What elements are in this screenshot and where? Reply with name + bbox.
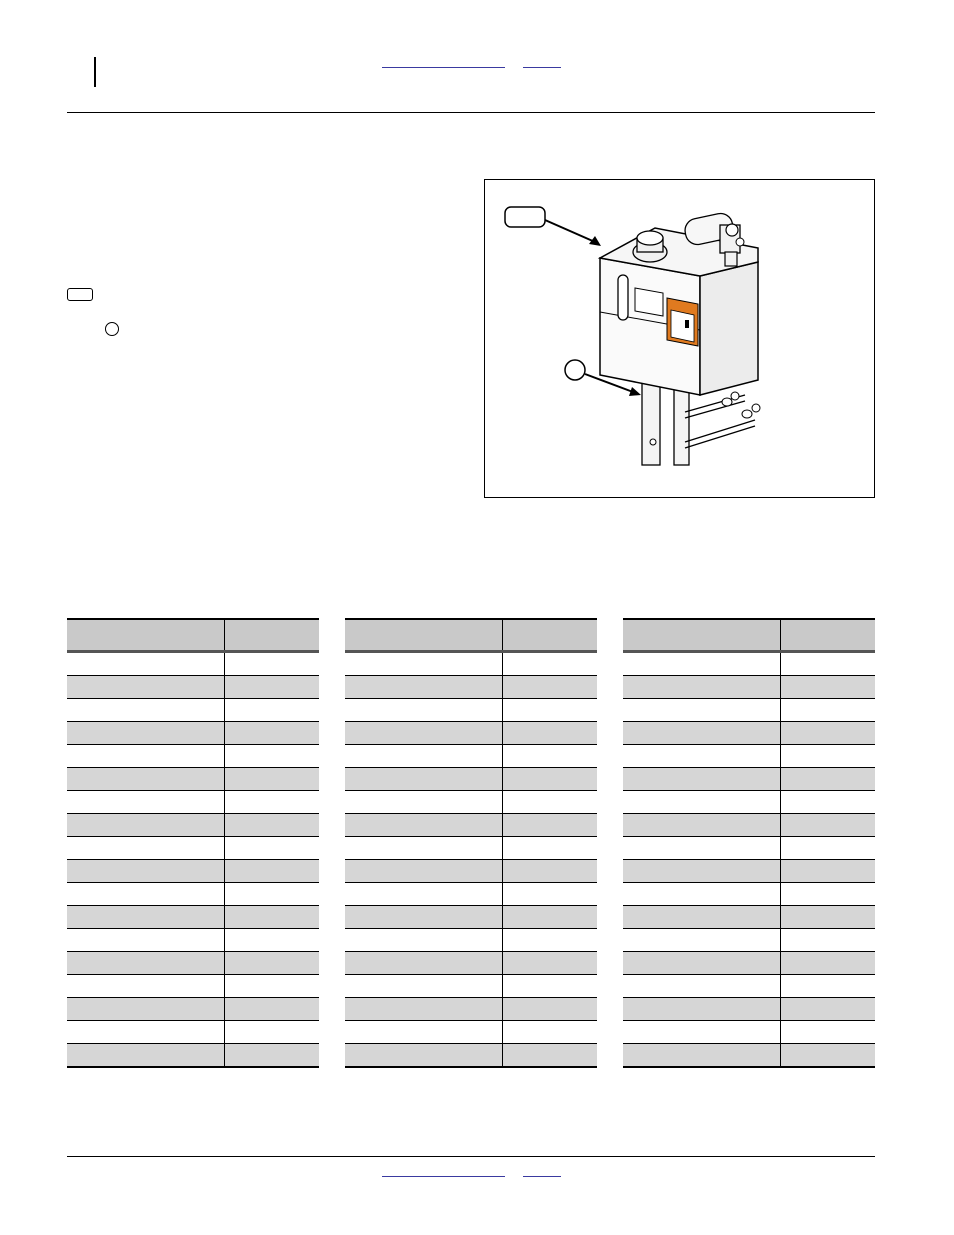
- table-row: [345, 652, 597, 676]
- parts-table-3: [623, 618, 875, 1068]
- table-row: [67, 952, 319, 975]
- table-row: [345, 837, 597, 860]
- table-row: [623, 791, 875, 814]
- header-link-section[interactable]: [382, 67, 505, 68]
- table-row: [67, 768, 319, 791]
- table-header: [623, 619, 780, 652]
- table-row: [345, 745, 597, 768]
- parts-table-2: [345, 618, 597, 1068]
- table-row: [67, 837, 319, 860]
- table-row: [345, 791, 597, 814]
- footer-link-page[interactable]: [523, 1176, 561, 1177]
- table-row: [623, 952, 875, 975]
- parts-table-1: [67, 618, 319, 1068]
- footer-link-section[interactable]: [382, 1176, 505, 1177]
- table-row: [67, 998, 319, 1021]
- table-row: [67, 906, 319, 929]
- table-row: [67, 860, 319, 883]
- table-row: [623, 929, 875, 952]
- table-row: [345, 699, 597, 722]
- table-row: [67, 975, 319, 998]
- table-row: [623, 837, 875, 860]
- table-row: [623, 998, 875, 1021]
- callout-ref-circle: [105, 322, 119, 336]
- table-row: [623, 975, 875, 998]
- table-row: [623, 860, 875, 883]
- table-row: [67, 676, 319, 699]
- table-row: [345, 998, 597, 1021]
- table-row: [67, 1021, 319, 1044]
- table-row: [345, 929, 597, 952]
- table-row: [623, 652, 875, 676]
- table-row: [623, 814, 875, 837]
- header-rule: [67, 112, 875, 113]
- table-row: [67, 722, 319, 745]
- callout-label-box: [505, 207, 545, 227]
- table-row: [623, 906, 875, 929]
- table-row: [623, 676, 875, 699]
- table-header: [224, 619, 319, 652]
- assembly-figure: [484, 179, 875, 498]
- table-row: [67, 883, 319, 906]
- table-row: [67, 1044, 319, 1068]
- table-row: [623, 722, 875, 745]
- table-row: [67, 652, 319, 676]
- table-row: [623, 699, 875, 722]
- table-row: [67, 791, 319, 814]
- table-row: [623, 883, 875, 906]
- table-row: [345, 768, 597, 791]
- table-row: [67, 745, 319, 768]
- footer-rule: [67, 1156, 875, 1157]
- table-row: [623, 1021, 875, 1044]
- table-header: [502, 619, 597, 652]
- table-row: [345, 814, 597, 837]
- table-header: [780, 619, 875, 652]
- header-margin-bar: [94, 57, 96, 87]
- table-row: [345, 975, 597, 998]
- table-row: [345, 1044, 597, 1068]
- table-row: [345, 860, 597, 883]
- table-row: [345, 906, 597, 929]
- table-row: [67, 929, 319, 952]
- table-header: [345, 619, 502, 652]
- table-row: [345, 952, 597, 975]
- table-row: [623, 1044, 875, 1068]
- table-row: [345, 883, 597, 906]
- table-row: [345, 722, 597, 745]
- table-row: [67, 699, 319, 722]
- table-row: [345, 676, 597, 699]
- table-row: [623, 745, 875, 768]
- table-row: [345, 1021, 597, 1044]
- callout-label-circle: [565, 360, 585, 380]
- table-header: [67, 619, 224, 652]
- header-link-page[interactable]: [523, 67, 561, 68]
- callout-ref-box: [67, 288, 93, 301]
- table-row: [623, 768, 875, 791]
- table-row: [67, 814, 319, 837]
- reservoir-illustration: [485, 180, 874, 497]
